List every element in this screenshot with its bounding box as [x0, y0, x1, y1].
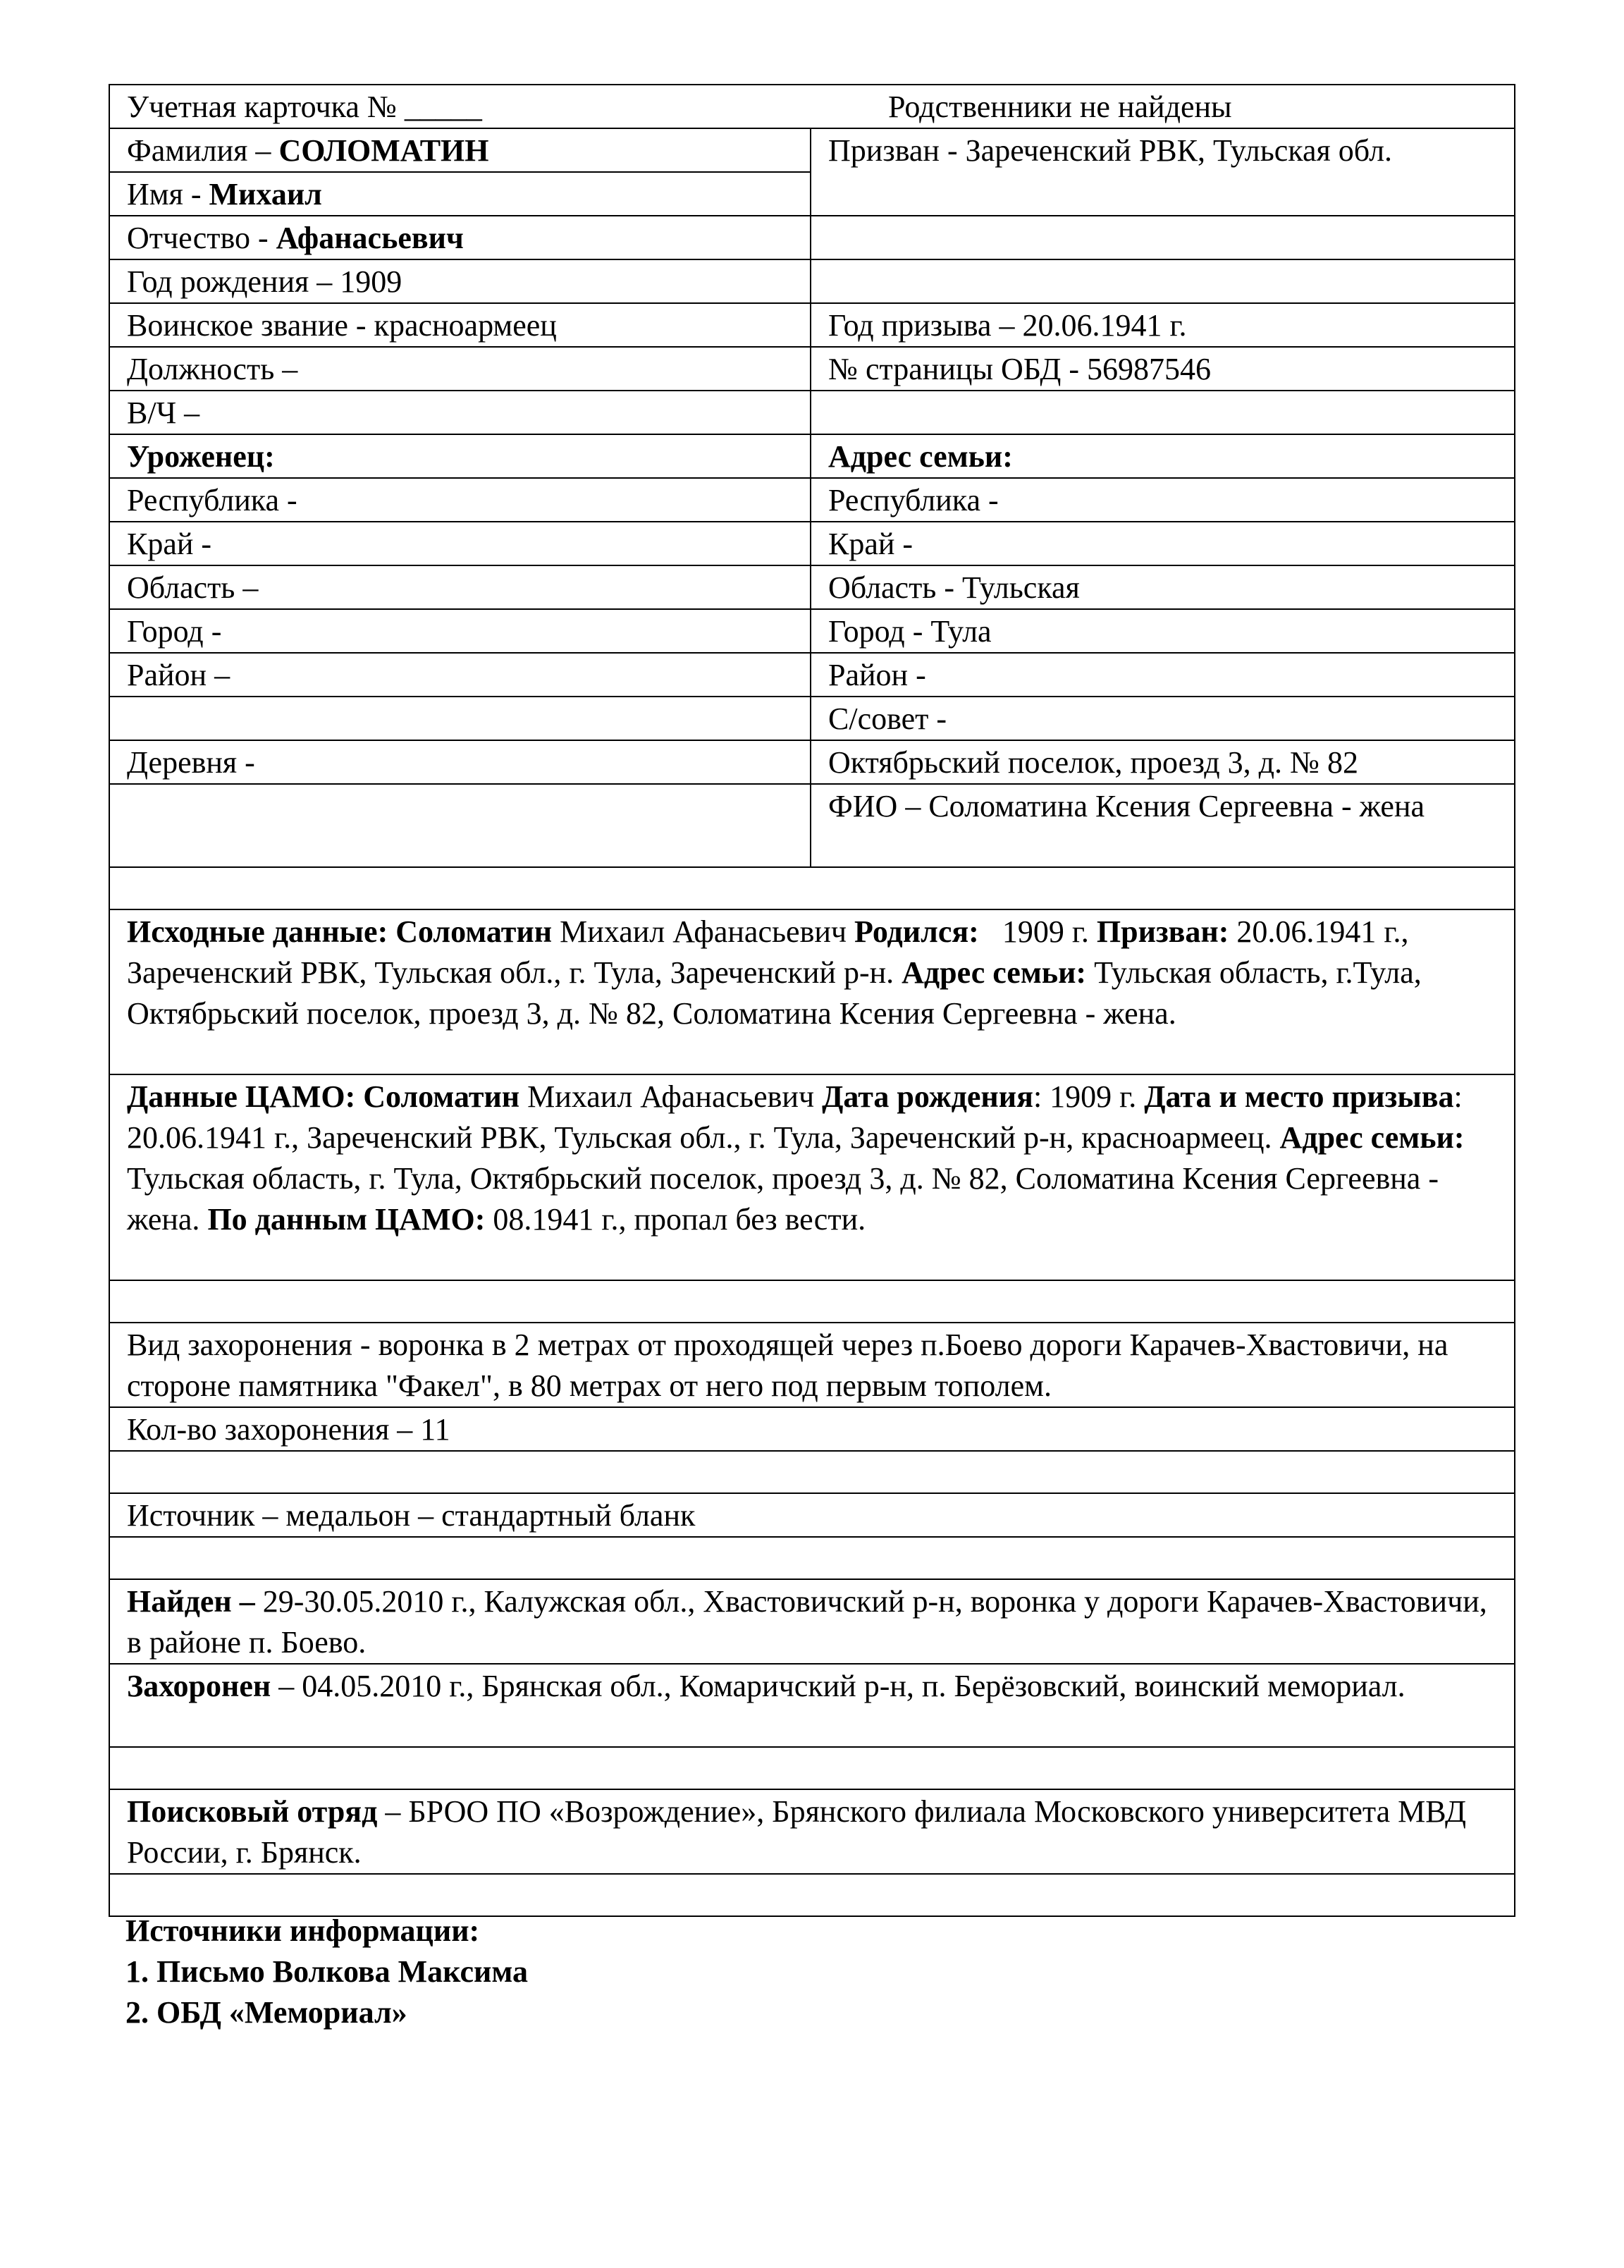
- section-heading-row: [109, 434, 1515, 478]
- position-row: [109, 347, 1515, 391]
- tsamo-draft-label: Дата и место призыва: [1144, 1079, 1454, 1114]
- birth-oblast-cell: Область –: [109, 565, 811, 609]
- buried-row: [109, 1664, 1515, 1747]
- tsamo-result-label: По данным ЦАМО:: [207, 1202, 486, 1237]
- tsamo-cell: [109, 1074, 1515, 1280]
- empty-cell: [109, 784, 811, 867]
- position-cell: Должность –: [109, 347, 811, 391]
- tsamo-text: Михаил Афанасьевич: [527, 1079, 815, 1114]
- selsovet-row: [109, 697, 1515, 740]
- source-data-surname: Соломатин: [395, 914, 553, 949]
- tsamo-birth-label: Дата рождения: [822, 1079, 1033, 1114]
- source-data-cell: [109, 909, 1515, 1074]
- unit-row: [109, 391, 1515, 434]
- empty-cell: [109, 1874, 1515, 1916]
- obd-page-cell: № страницы ОБД - 56987546: [811, 347, 1515, 391]
- patronymic-label: Отчество -: [127, 221, 269, 255]
- record-card-table: [109, 84, 1515, 1917]
- patronymic-value: Афанасьевич: [276, 221, 464, 255]
- tsamo-family-label: Адрес семьи:: [1279, 1120, 1465, 1155]
- search-team-text: – БРОО ПО «Возрождение», Брянского филиала Московского университета МВД России, г. Брянск.: [127, 1794, 1466, 1870]
- tsamo-label: Данные ЦАМО:: [127, 1079, 356, 1114]
- unit-cell: В/Ч –: [109, 391, 811, 434]
- republic-row: [109, 478, 1515, 522]
- empty-cell: [109, 1747, 1515, 1789]
- family-oblast-cell: Область - Тульская: [811, 565, 1515, 609]
- empty-cell: [109, 1280, 1515, 1323]
- tsamo-text: 08.1941 г., пропал без вести.: [493, 1202, 866, 1237]
- source-item: 2. ОБД «Мемориал»: [125, 1995, 407, 2030]
- fio-row: [109, 784, 1515, 867]
- family-district-cell: Район -: [811, 653, 1515, 697]
- card-number-field: [127, 87, 888, 128]
- source-data-family-label: Адрес семьи:: [902, 955, 1087, 990]
- patronymic-row: [109, 216, 1515, 259]
- spacer-row: [109, 1451, 1515, 1493]
- village-row: [109, 740, 1515, 784]
- rank-row: [109, 303, 1515, 347]
- family-address-cell: Октябрьский поселок, проезд 3, д. № 82: [811, 740, 1515, 784]
- found-text: 29-30.05.2010 г., Калужская обл., Хвастовичский р-н, воронка у дороги Карачев-Хвастовичи, в районе п. Боево.: [127, 1584, 1487, 1660]
- oblast-row: [109, 565, 1515, 609]
- found-cell: [109, 1579, 1515, 1664]
- search-team-cell: [109, 1789, 1515, 1874]
- birth-republic-cell: Республика -: [109, 478, 811, 522]
- family-heading: [811, 434, 1515, 478]
- birth-krai-cell: Край -: [109, 522, 811, 565]
- tsamo-text: : 1909 г.: [1033, 1079, 1137, 1114]
- source-data-text: Тульская область, г.Тула, Октябрьский поселок, проезд 3, д. № 82, Соломатина Ксения Сергеевна - жена.: [127, 955, 1422, 1031]
- family-fio-cell: ФИО – Соломатина Ксения Сергеевна - жена: [811, 784, 1515, 867]
- source-data-label: Исходные данные:: [127, 914, 388, 949]
- empty-cell: [811, 391, 1515, 434]
- draft-year-cell: Год призыва – 20.06.1941 г.: [811, 303, 1515, 347]
- drafted-cell: Призван - Зареченский РВК, Тульская обл.: [811, 128, 1515, 216]
- sources-heading: Источники информации:: [125, 1913, 480, 1948]
- relatives-status: Родственники не найдены: [888, 90, 1232, 124]
- birth-city-cell: Город -: [109, 609, 811, 653]
- source-data-text: Михаил Афанасьевич: [560, 914, 847, 949]
- card-number-label: Учетная карточка №: [127, 90, 397, 124]
- empty-cell: [811, 259, 1515, 303]
- family-republic-cell: Республика -: [811, 478, 1515, 522]
- spacer-row: [109, 1747, 1515, 1789]
- spacer-row: [109, 1537, 1515, 1579]
- burial-count-row: [109, 1407, 1515, 1451]
- burial-type-row: [109, 1323, 1515, 1407]
- empty-cell: [109, 1537, 1515, 1579]
- family-selsovet-cell: С/совет -: [811, 697, 1515, 740]
- empty-cell: [109, 697, 811, 740]
- surname-cell: [109, 128, 811, 172]
- district-row: [109, 653, 1515, 697]
- card-number-value: _____: [404, 90, 482, 124]
- buried-label: Захоронен: [127, 1669, 271, 1703]
- surname-label: Фамилия –: [127, 133, 271, 168]
- found-label: Найден –: [127, 1584, 255, 1619]
- patronymic-cell: [109, 216, 811, 259]
- search-team-row: [109, 1789, 1515, 1874]
- burial-type-cell: Вид захоронения - воронка в 2 метрах от проходящей через п.Боево дороги Карачев-Хвастовичи, на стороне памятника "Факел", в 80 метрах от него под первым тополем.: [109, 1323, 1515, 1407]
- source-data-text: 1909 г.: [1002, 914, 1089, 949]
- spacer-row: [109, 1280, 1515, 1323]
- buried-cell: [109, 1664, 1515, 1747]
- rank-cell: Воинское звание - красноармеец: [109, 303, 811, 347]
- birth-district-cell: Район –: [109, 653, 811, 697]
- spacer-row: [109, 867, 1515, 909]
- family-krai-cell: Край -: [811, 522, 1515, 565]
- krai-row: [109, 522, 1515, 565]
- empty-cell: [811, 216, 1515, 259]
- source-data-row: [109, 909, 1515, 1074]
- name-label: Имя -: [127, 177, 202, 212]
- empty-cell: [109, 867, 1515, 909]
- tsamo-surname: Соломатин: [363, 1079, 520, 1114]
- card-header-cell: [109, 85, 1515, 128]
- birthplace-heading: [109, 434, 811, 478]
- burial-source-row: [109, 1493, 1515, 1537]
- family-heading-text: Адрес семьи:: [828, 439, 1013, 474]
- sources-section: [125, 1911, 528, 2033]
- city-row: [109, 609, 1515, 653]
- family-city-cell: Город - Тула: [811, 609, 1515, 653]
- tsamo-row: [109, 1074, 1515, 1280]
- name-value: Михаил: [209, 177, 322, 212]
- tsamo-text: : 20.06.1941 г., Зареченский РВК, Тульская обл., г. Тула, Зареченский р-н, красноармеец.: [127, 1079, 1463, 1155]
- name-cell: [109, 172, 811, 216]
- found-row: [109, 1579, 1515, 1664]
- burial-source-cell: Источник – медальон – стандартный бланк: [109, 1493, 1515, 1537]
- surname-row: [109, 128, 1515, 172]
- spacer-row: [109, 1874, 1515, 1916]
- birth-year-row: [109, 259, 1515, 303]
- source-data-born-label: Родился:: [854, 914, 979, 949]
- source-data-text: 20.06.1941 г., Зареченский РВК, Тульская обл., г. Тула, Зареченский р-н.: [127, 914, 1409, 990]
- buried-text: – 04.05.2010 г., Брянская обл., Комаричский р-н, п. Берёзовский, воинский мемориал.: [278, 1669, 1405, 1703]
- search-team-label: Поисковый отряд: [127, 1794, 378, 1829]
- source-item: 1. Письмо Волкова Максима: [125, 1954, 528, 1989]
- source-data-drafted-label: Призван:: [1096, 914, 1229, 949]
- birth-year-cell: Год рождения – 1909: [109, 259, 811, 303]
- tsamo-text: Тульская область, г. Тула, Октябрьский поселок, проезд 3, д. № 82, Соломатина Ксения Сергеевна - жена.: [127, 1161, 1439, 1237]
- empty-cell: [109, 1451, 1515, 1493]
- birth-village-cell: Деревня -: [109, 740, 811, 784]
- burial-count-cell: Кол-во захоронения – 11: [109, 1407, 1515, 1451]
- surname-value: СОЛОМАТИН: [278, 133, 489, 168]
- birthplace-heading-text: Уроженец:: [127, 439, 275, 474]
- card-header-row: [109, 85, 1515, 128]
